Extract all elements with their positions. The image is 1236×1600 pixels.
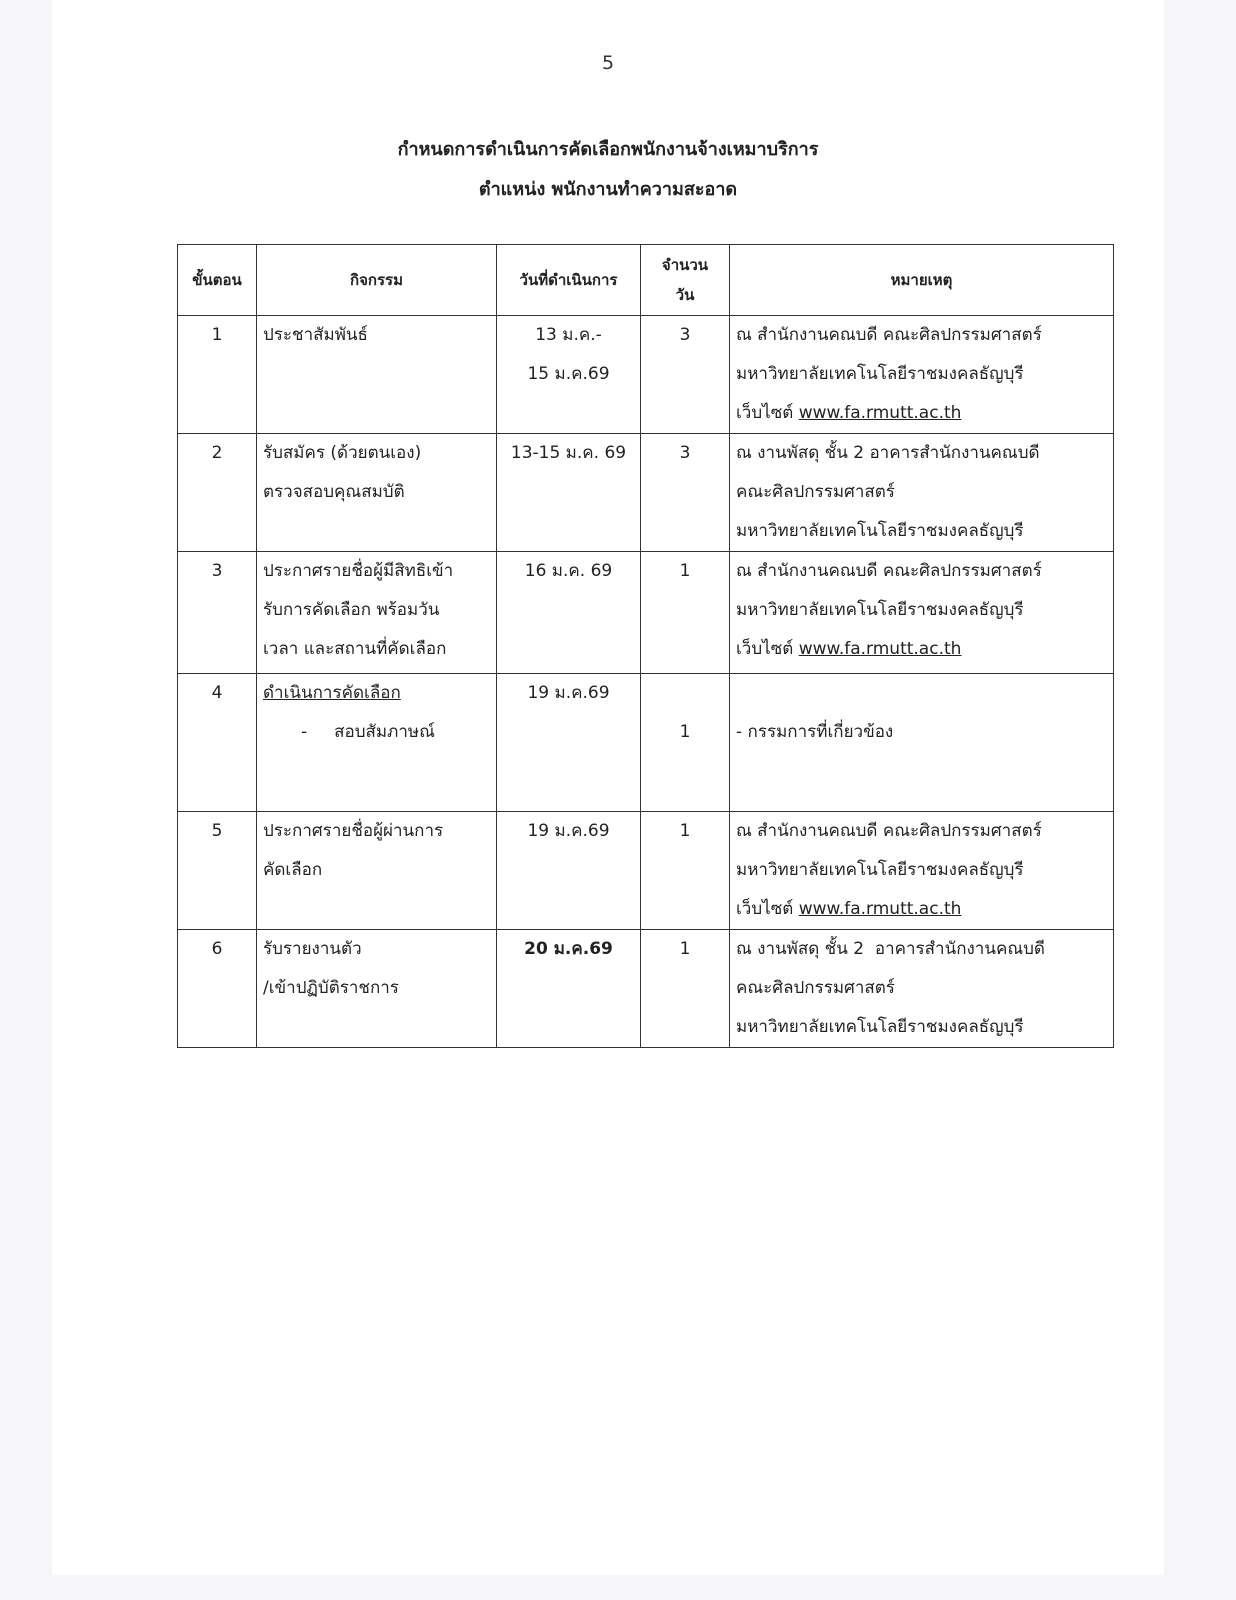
activity-line: ประชาสัมพันธ์ [263, 325, 368, 345]
spacer [736, 674, 1107, 713]
website-link[interactable]: www.fa.rmutt.ac.th [798, 639, 962, 659]
header-days [641, 245, 730, 316]
activity-cell [257, 316, 497, 434]
date-line: 13-15 ม.ค. 69 [510, 443, 627, 463]
website-link[interactable]: www.fa.rmutt.ac.th [798, 403, 962, 423]
note-line: ณ สำนักงานคณบดี คณะศิลปกรรมศาสตร์ [736, 325, 1042, 345]
note-line: ณ สำนักงานคณบดี คณะศิลปกรรมศาสตร์ [736, 561, 1042, 581]
header-days-line2: วัน [675, 286, 695, 304]
header-step: ขั้นตอน [178, 245, 257, 316]
table-row [178, 434, 1114, 552]
note-cell [730, 812, 1114, 930]
note-line: มหาวิทยาลัยเทคโนโลยีราชมงคลธัญบุรี [736, 860, 1024, 880]
note-line: - กรรมการที่เกี่ยวข้อง [736, 722, 894, 742]
date-line: 16 ม.ค. 69 [524, 561, 613, 581]
activity-cell [257, 434, 497, 552]
note-cell [730, 552, 1114, 674]
date-line: 13 ม.ค.- [535, 325, 602, 345]
header-days-line1: จำนวน [661, 256, 709, 274]
table-row [178, 930, 1114, 1048]
date-line: 20 ม.ค.69 [524, 939, 613, 959]
step-cell: 3 [178, 552, 257, 674]
days-cell: 3 [641, 316, 730, 434]
activity-line: เวลา และสถานที่คัดเลือก [263, 639, 447, 659]
header-date: วันที่ดำเนินการ [497, 245, 641, 316]
activity-cell [257, 930, 497, 1048]
note-line: ณ สำนักงานคณบดี คณะศิลปกรรมศาสตร์ [736, 821, 1042, 841]
note-cell [730, 316, 1114, 434]
note-line: มหาวิทยาลัยเทคโนโลยีราชมงคลธัญบุรี [736, 364, 1024, 384]
date-cell [497, 812, 641, 930]
activity-line: รับรายงานตัว [263, 939, 362, 959]
note-website-line [736, 890, 1107, 929]
days-cell: 1 [641, 930, 730, 1048]
document-subtitle: ตำแหน่ง พนักงานทำความสะอาด [478, 179, 738, 200]
date-cell [497, 930, 641, 1048]
website-label: เว็บไซต์ [736, 403, 799, 423]
note-line: มหาวิทยาลัยเทคโนโลยีราชมงคลธัญบุรี [736, 1017, 1024, 1037]
website-link[interactable]: www.fa.rmutt.ac.th [798, 899, 962, 919]
days-cell: 3 [641, 434, 730, 552]
date-cell [497, 552, 641, 674]
step-cell: 1 [178, 316, 257, 434]
step-cell: 5 [178, 812, 257, 930]
note-website-line [736, 630, 1107, 669]
table-row [178, 552, 1114, 674]
note-line: ณ งานพัสดุ ชั้น 2 อาคารสำนักงานคณบดี [736, 443, 1040, 463]
note-line: มหาวิทยาลัยเทคโนโลยีราชมงคลธัญบุรี [736, 600, 1024, 620]
activity-line: ประกาศรายชื่อผู้มีสิทธิเข้า [263, 561, 454, 581]
note-website-line [736, 394, 1107, 433]
header-activity: กิจกรรม [257, 245, 497, 316]
note-line: ณ งานพัสดุ ชั้น 2 อาคารสำนักงานคณบดี [736, 939, 1045, 959]
table-header-row [178, 245, 1114, 316]
schedule-table [177, 244, 1114, 1048]
days-cell: 1 [641, 812, 730, 930]
step-cell: 2 [178, 434, 257, 552]
note-line: คณะศิลปกรรมศาสตร์ [736, 482, 895, 502]
table-row [178, 316, 1114, 434]
activity-line: คัดเลือก [263, 860, 323, 880]
note-line: มหาวิทยาลัยเทคโนโลยีราชมงคลธัญบุรี [736, 521, 1024, 541]
date-cell [497, 316, 641, 434]
date-line: 19 ม.ค.69 [527, 821, 610, 841]
date-cell [497, 674, 641, 812]
activity-line: รับการคัดเลือก พร้อมวัน [263, 600, 440, 620]
days-cell [641, 674, 730, 812]
document-title: กำหนดการดำเนินการคัดเลือกพนักงานจ้างเหมาบริการ [397, 139, 819, 160]
activity-heading: ดำเนินการคัดเลือก [263, 683, 401, 703]
note-cell [730, 930, 1114, 1048]
date-cell [497, 434, 641, 552]
days-value: 1 [679, 722, 691, 742]
page-number: 5 [601, 52, 615, 74]
note-cell [730, 674, 1114, 812]
activity-line: รับสมัคร (ด้วยตนเอง) [263, 443, 422, 463]
note-cell [730, 434, 1114, 552]
activity-cell [257, 812, 497, 930]
spacer [647, 674, 723, 713]
step-cell: 4 [178, 674, 257, 812]
step-cell: 6 [178, 930, 257, 1048]
table-row [178, 674, 1114, 812]
activity-cell [257, 674, 497, 812]
note-line: คณะศิลปกรรมศาสตร์ [736, 978, 895, 998]
activity-subitem: - สอบสัมภาษณ์ [301, 722, 435, 742]
website-label: เว็บไซต์ [736, 899, 799, 919]
website-label: เว็บไซต์ [736, 639, 799, 659]
table-row [178, 812, 1114, 930]
activity-line: ประกาศรายชื่อผู้ผ่านการ [263, 821, 444, 841]
date-line: 15 ม.ค.69 [527, 364, 610, 384]
days-cell: 1 [641, 552, 730, 674]
header-note: หมายเหตุ [730, 245, 1114, 316]
activity-line: /เข้าปฏิบัติราชการ [263, 978, 399, 998]
document-page [52, 0, 1164, 1575]
activity-cell [257, 552, 497, 674]
activity-line: ตรวจสอบคุณสมบัติ [263, 482, 405, 502]
date-line: 19 ม.ค.69 [527, 683, 610, 703]
